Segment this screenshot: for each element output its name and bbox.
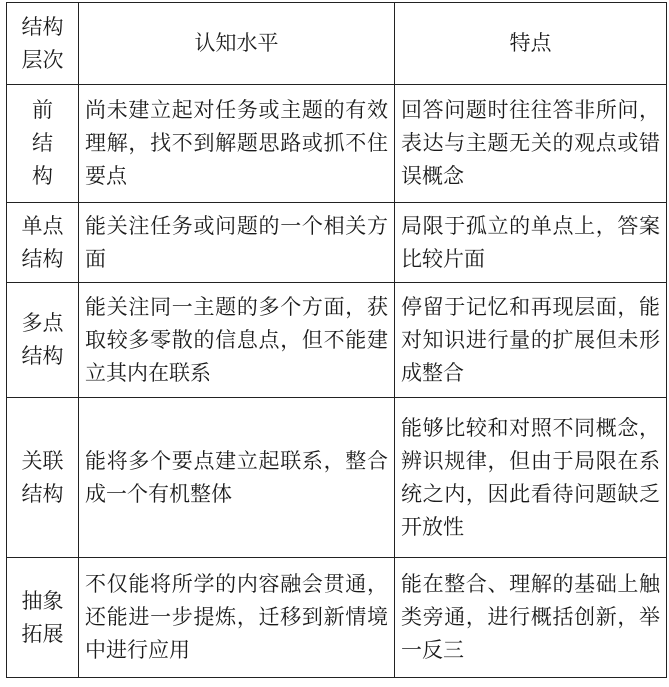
cognition-cell: 能关注同一主题的多个方面，获取较多零散的信息点，但不能建立其内在联系: [79, 283, 395, 398]
features-cell: 回答问题时往往答非所问，表达与主题无关的观点或错误概念: [395, 85, 667, 203]
features-cell: 停留于记忆和再现层面，能对知识进行量的扩展但未形成整合: [395, 283, 667, 398]
header-structure-level-line2: 层次: [21, 47, 64, 72]
level-text: 结构: [21, 344, 64, 368]
header-cognition-level: 认知水平: [79, 3, 395, 85]
level-text: 多点: [21, 311, 64, 335]
level-cell: [7, 85, 79, 203]
level-text: 结: [32, 131, 53, 155]
table-row: [7, 558, 667, 678]
table-row: [7, 203, 667, 283]
table-row: [7, 398, 667, 558]
level-text: 拓展: [21, 621, 64, 646]
level-text: 抽象: [21, 588, 64, 613]
cognition-cell: 能将多个要点建立起联系，整合成一个有机整体: [79, 398, 395, 558]
header-features: 特点: [395, 3, 667, 85]
solo-taxonomy-table: [6, 2, 667, 678]
cognition-cell: 不仅能将所学的内容融会贯通，还能进一步提炼，迁移到新情境中进行应用: [79, 558, 395, 678]
level-text: 构: [32, 164, 53, 188]
level-text: 前: [32, 98, 53, 122]
cognition-cell: 尚未建立起对任务或主题的有效理解，找不到解题思路或抓不住要点: [79, 85, 395, 203]
table-row: [7, 85, 667, 203]
table-row: [7, 283, 667, 398]
features-cell: 局限于孤立的单点上，答案比较片面: [395, 203, 667, 283]
features-cell: 能够比较和对照不同概念，辨识规律，但由于局限在系统之内，因此看待问题缺乏开放性: [395, 398, 667, 558]
header-structure-level: [7, 3, 79, 85]
level-text: 结构: [21, 481, 64, 506]
cognition-cell: 能关注任务或问题的一个相关方面: [79, 203, 395, 283]
table-header-row: [7, 3, 667, 85]
features-cell: 能在整合、理解的基础上触类旁通，进行概括创新，举一反三: [395, 558, 667, 678]
level-text: 关联: [21, 448, 64, 473]
header-structure-level-line1: 结构: [21, 14, 64, 39]
level-cell: [7, 283, 79, 398]
level-cell: [7, 203, 79, 283]
level-text: 结构: [21, 246, 64, 271]
level-cell: [7, 558, 79, 678]
level-text: 单点: [21, 213, 64, 238]
level-cell: [7, 398, 79, 558]
